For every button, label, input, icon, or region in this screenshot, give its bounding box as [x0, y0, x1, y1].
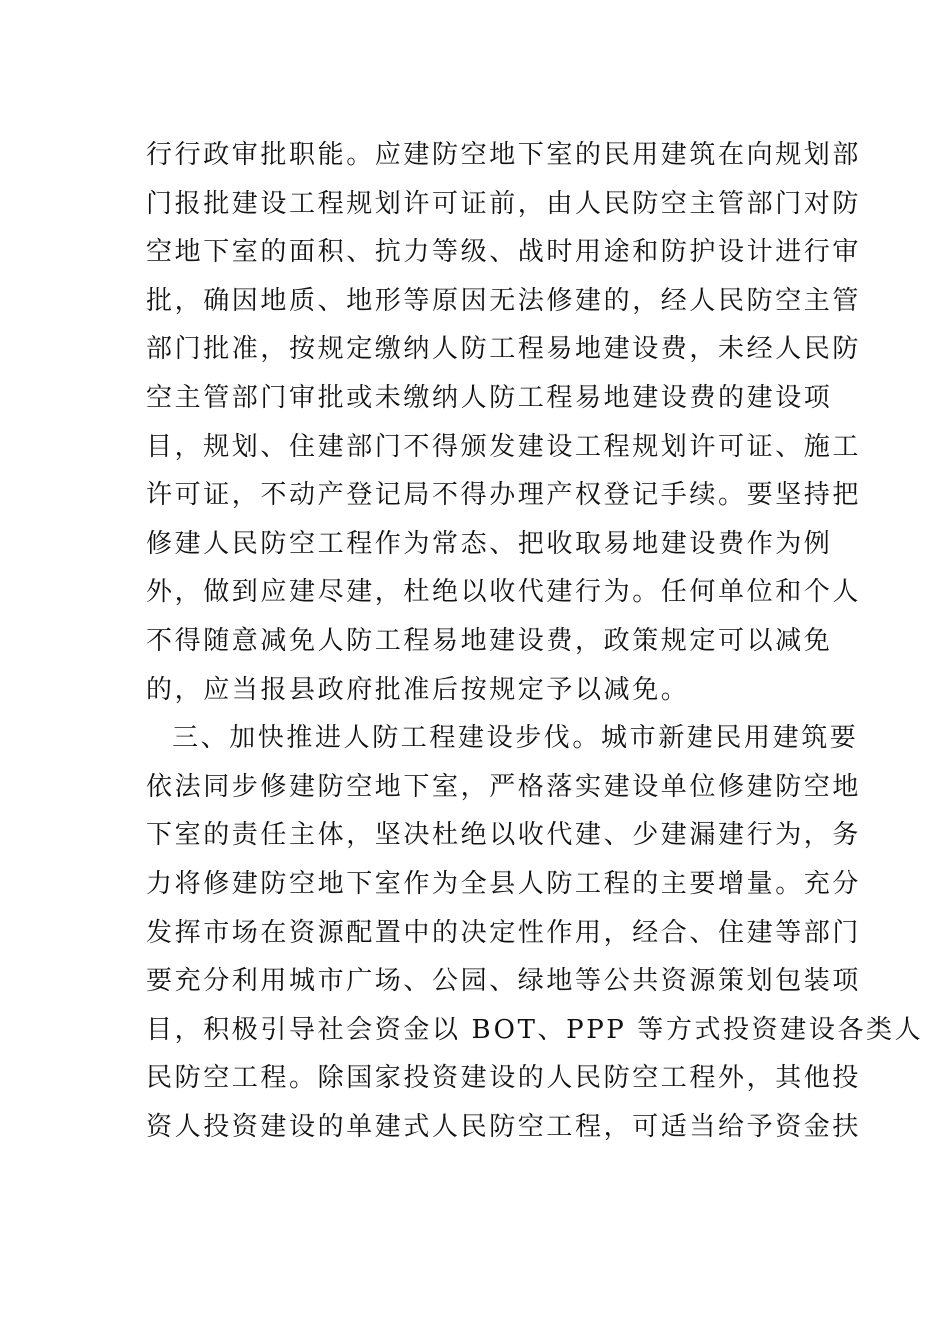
text-line: 力将修建防空地下室作为全县人防工程的主要增量。充分 — [146, 868, 862, 899]
text-line: 许可证，不动产登记局不得办理产权登记手续。要坚持把 — [146, 480, 862, 511]
text-line: 批，确因地质、地形等原因无法修建的，经人民防空主管 — [146, 285, 862, 316]
text-line: 修建人民防空工程作为常态、把收取易地建设费作为例 — [146, 528, 833, 559]
text-line: 目，积极引导社会资金以 BOT、PPP 等方式投资建设各类人 — [146, 1014, 924, 1045]
text-line: 部门批准，按规定缴纳人防工程易地建设费，未经人民防 — [146, 334, 862, 365]
text-line: 依法同步修建防空地下室，严格落实建设单位修建防空地 — [146, 771, 862, 802]
text-line: 的，应当报县政府批准后按规定予以减免。 — [146, 674, 690, 705]
paragraph-first-line: 三、加快推进人防工程建设步伐。城市新建民用建筑要 — [172, 723, 859, 754]
text-line: 行行政审批职能。应建防空地下室的民用建筑在向规划部 — [146, 140, 862, 170]
text-line: 空主管部门审批或未缴纳人防工程易地建设费的建设项 — [146, 382, 833, 413]
text-line: 门报批建设工程规划许可证前，由人民防空主管部门对防 — [146, 188, 862, 219]
text-line: 下室的责任主体，坚决杜绝以收代建、少建漏建行为，务 — [146, 820, 862, 851]
text-line: 发挥市场在资源配置中的决定性作用，经合、住建等部门 — [146, 917, 862, 948]
body-text — [146, 131, 924, 1151]
text-line: 空地下室的面积、抗力等级、战时用途和防护设计进行审 — [146, 237, 862, 268]
text-line: 民防空工程。除国家投资建设的人民防空工程外，其他投 — [146, 1063, 862, 1094]
text-line: 不得随意减免人防工程易地建设费，政策规定可以减免 — [146, 625, 833, 656]
text-line: 目，规划、住建部门不得颁发建设工程规划许可证、施工 — [146, 431, 862, 462]
text-line: 外，做到应建尽建，杜绝以收代建行为。任何单位和个人 — [146, 577, 862, 608]
text-line: 要充分利用城市广场、公园、绿地等公共资源策划包装项 — [146, 966, 862, 997]
text-line: 资人投资建设的单建式人民防空工程，可适当给予资金扶 — [146, 1111, 862, 1142]
